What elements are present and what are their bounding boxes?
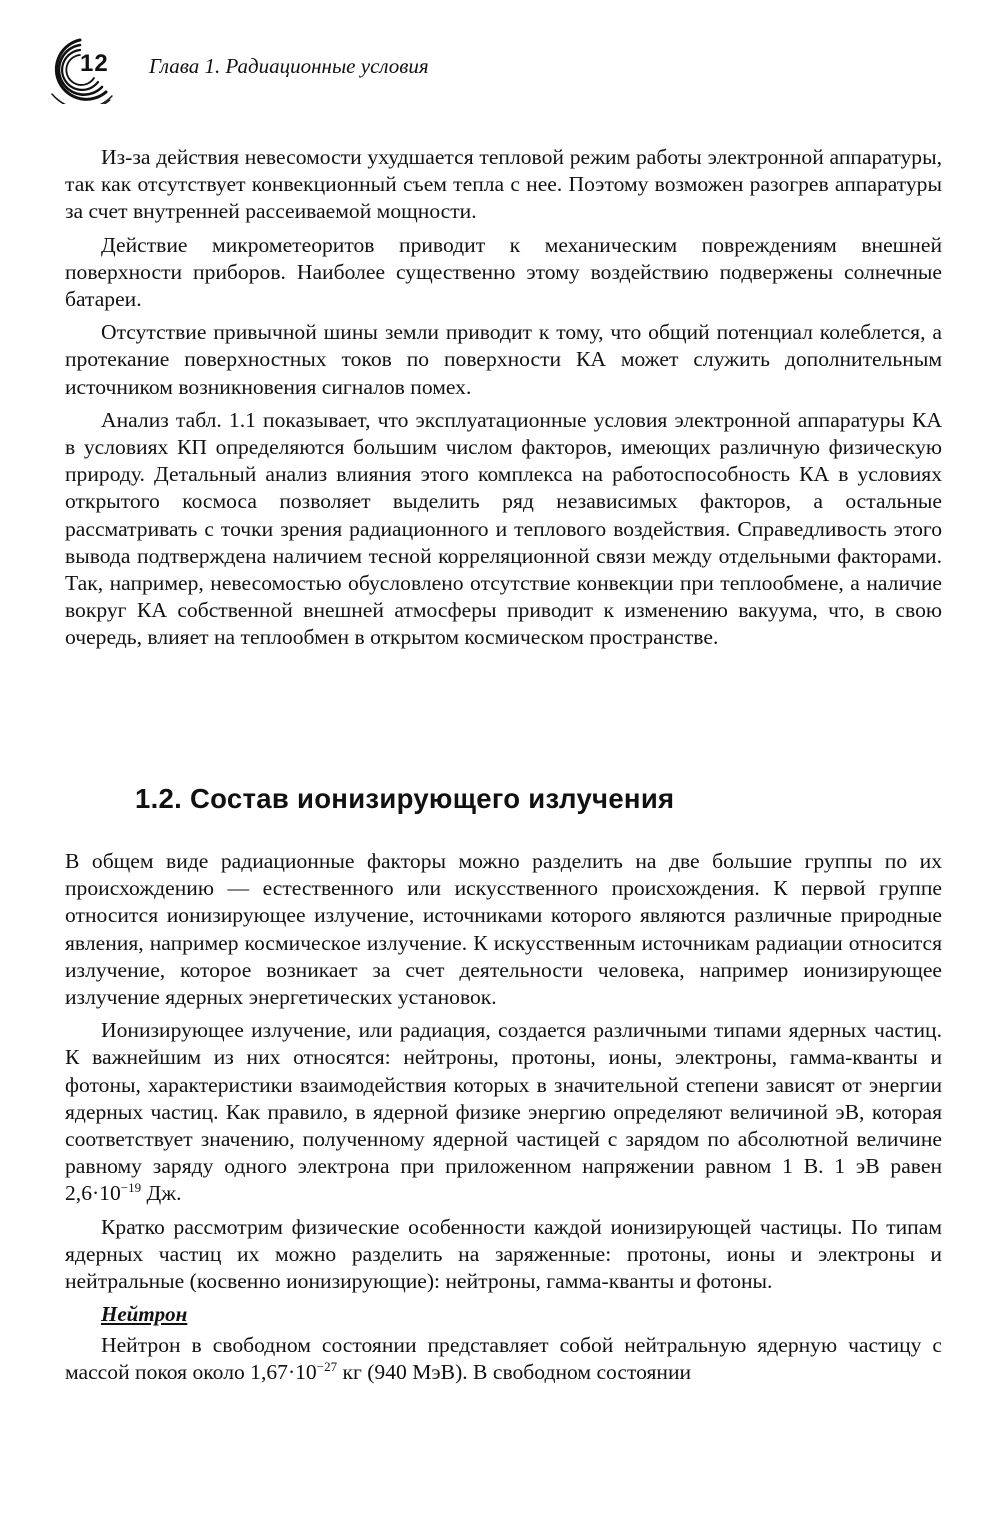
exponent: −19 [120,1180,142,1196]
paragraph-text: Нейтрон в свободном состоянии представляет собой нейтральную ядерную частицу с массой покоя около 1,67·10 [65,1333,942,1385]
paragraph: Отсутствие привычной шины земли приводит к тому, что общий потенциал колеблется, а протекание поверхностных токов по поверхности КА может служить дополнительным источником возникновения сигналов помех. [65,320,942,399]
section-heading: 1.2. Состав ионизирующего излучения [135,783,675,814]
section-intro-paragraph: В общем виде радиационные факторы можно разделить на две большие группы по их происхождению — естественного или искусственного происхождения. К первой группе относится ионизирующее излучение, источниками которого являются различные природные явления, например космическое излучение. К искусственным источникам радиации относится излучение, которое возникает за счет деятельности человека, например ионизирующее излучение ядерных энергетических установок. [65,849,942,1010]
concentric-arcs-icon [40,34,116,104]
exponent: −27 [316,1359,338,1375]
subheading-neutron: Нейтрон [101,1302,188,1327]
paragraph-text: Ионизирующее излучение, или радиация, создается различными типами ядерных частиц. К важнейшим из них относятся: нейтроны, протоны, ионы, электроны, гамма-кванты и фотоны, характеристики взаимодействия которых в значительной степени зависят от энергии ядерных частиц. Как правило, в ядерной физике энергию определяют величиной эВ, которая соответствует значению, полученному ядерной частицей с зарядом по абсолютной величине равному заряду одного электрона при приложенном напряжении равном 1 В. 1 эВ равен 2,6·10 [65,1018,942,1206]
paragraph-radiation-types [65,1017,942,1207]
paragraph-particle-classes: Кратко рассмотрим физические особенности каждой ионизирующей частицы. По типам ядерных частиц их можно разделить на заряженные: протоны, ионы и электроны и нейтральные (косвенно ионизирующие): нейтроны, гамма-кванты и фотоны. [65,1214,942,1294]
body-text-section [65,848,942,1393]
page-header [40,34,940,104]
paragraph-neutron [65,1332,942,1386]
paragraph: Анализ табл. 1.1 показывает, что эксплуатационные условия электронной аппаратуры КА в условиях КП определяются большим числом факторов, имеющих различную физическую природу. Детальный анализ влияния этого комплекса на работоспособность КА в условиях открытого космоса позволяет выделить ряд независимых факторов, а остальные рассматривать с точки зрения радиационного и теплового воздействия. Справедливость этого вывода подтверждена наличием тесной корреляционной связи между отдельными факторами. Так, например, невесомостью обусловлено отсутствие конвекции при теплообмене, а наличие вокруг КА собственной внешней атмосферы приводит к изменению вакуума, что, в свою очередь, влияет на теплообмен в открытом космическом пространстве. [65,407,942,650]
paragraph-tail: кг (940 МэВ). В свободном состоянии [337,1360,692,1385]
running-title: Глава 1. Радиационные условия [149,54,429,78]
paragraph: Действие микрометеоритов приводит к механическим повреждениям внешней поверхности приборов. Наиболее существенно этому воздействию подвержены солнечные батареи. [65,232,942,312]
page-number: 12 [80,50,109,77]
body-text-top [65,144,942,658]
unit-text: Дж. [141,1181,182,1206]
paragraph: Из-за действия невесомости ухудшается тепловой режим работы электронной аппаратуры, так как отсутствует конвекционный съем тепла с нее. Поэтому возможен разогрев аппаратуры за счет внутренней рассеиваемой мощности. [65,145,942,224]
